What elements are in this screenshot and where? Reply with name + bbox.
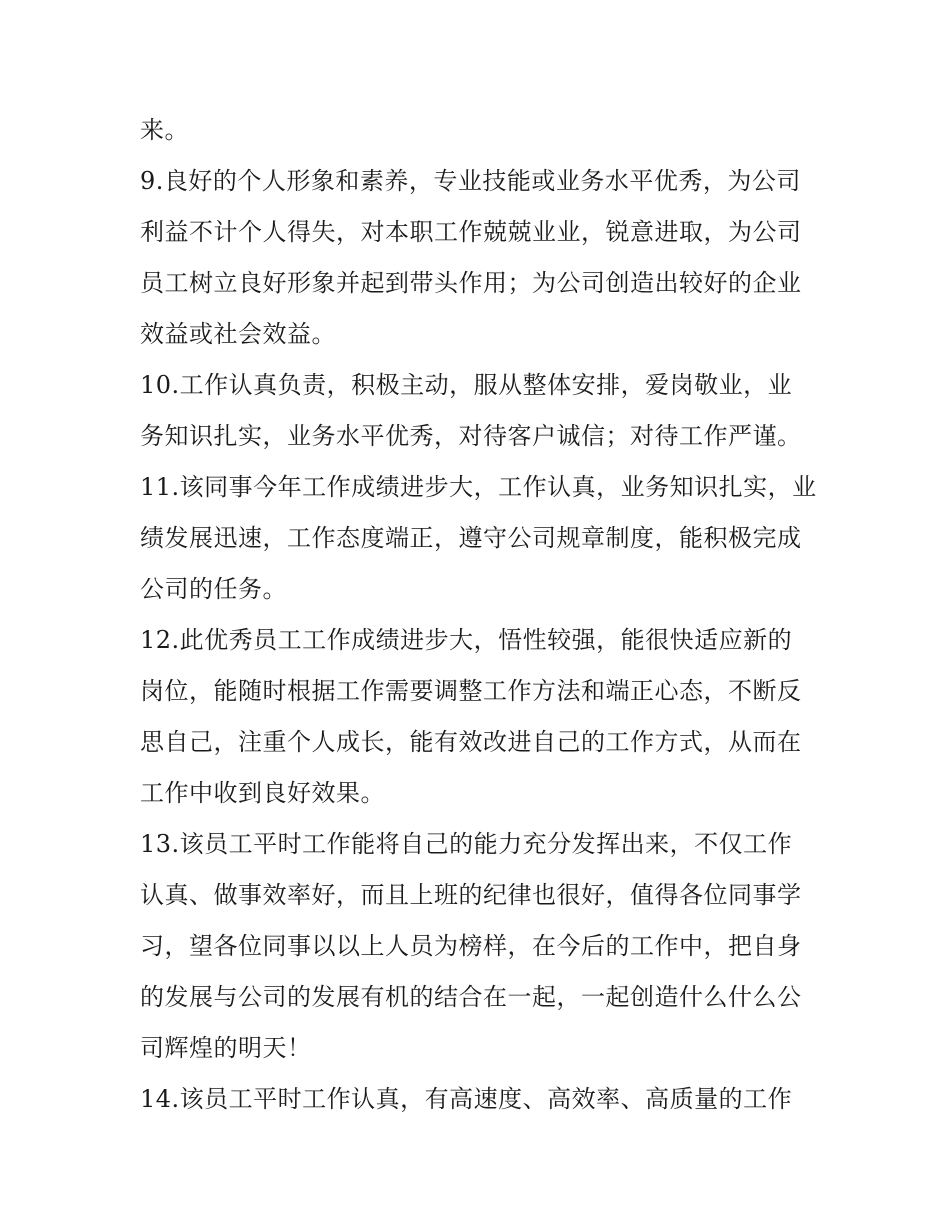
text-line: 务知识扎实，业务水平优秀，对待客户诚信；对待工作严谨。	[140, 422, 802, 450]
text-line: 认真、做事效率好，而且上班的纪律也很好，值得各位同事学	[140, 881, 802, 909]
text-line: 公司的任务。	[140, 575, 287, 603]
text-line: 工作中收到良好效果。	[140, 779, 385, 807]
text-line: 绩发展迅速，工作态度端正，遵守公司规章制度，能积极完成	[140, 524, 802, 552]
text-line: 员工树立良好形象并起到带头作用；为公司创造出较好的企业	[140, 269, 802, 297]
text-line: 思自己，注重个人成长，能有效改进自己的工作方式，从而在	[140, 728, 802, 756]
text-line: 司辉煌的明天！	[140, 1034, 312, 1062]
text-line: 13.该员工平时工作能将自己的能力充分发挥出来，不仅工作	[140, 830, 793, 858]
text-line: 10.工作认真负责，积极主动，服从整体安排，爱岗敬业，业	[140, 371, 793, 399]
text-line: 11.该同事今年工作成绩进步大，工作认真，业务知识扎实，业	[140, 473, 817, 501]
text-line: 效益或社会效益。	[140, 320, 336, 348]
text-line: 来。	[140, 116, 189, 144]
text-line: 9.良好的个人形象和素养，专业技能或业务水平优秀，为公司	[140, 167, 801, 195]
text-line: 12.此优秀员工工作成绩进步大，悟性较强，能很快适应新的	[140, 626, 793, 654]
text-line: 14.该员工平时工作认真，有高速度、高效率、高质量的工作	[140, 1085, 793, 1113]
text-line: 岗位，能随时根据工作需要调整工作方法和端正心态，不断反	[140, 677, 802, 705]
text-line: 习，望各位同事以以上人员为榜样，在今后的工作中，把自身	[140, 932, 802, 960]
text-line: 利益不计个人得失，对本职工作兢兢业业，锐意进取，为公司	[140, 218, 802, 246]
text-line: 的发展与公司的发展有机的结合在一起，一起创造什么什么公	[140, 983, 802, 1011]
